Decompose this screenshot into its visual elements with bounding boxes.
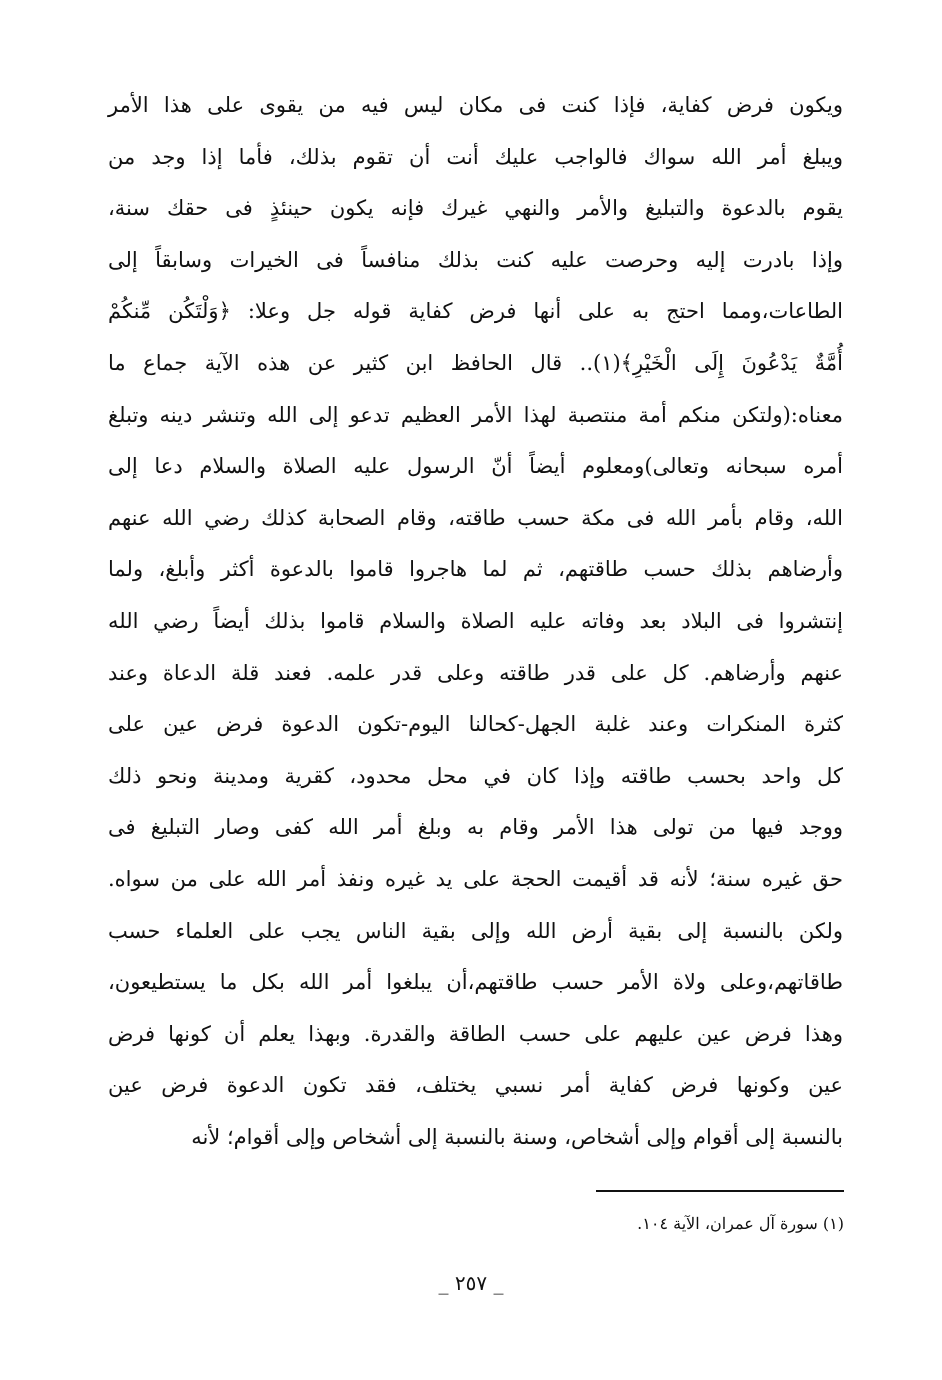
- body-line: أُمَّةٌ يَدْعُونَ إِلَى الْخَيْرِ﴾(١).. قال الحافظ ابن كثير عن هذه الآية جماع ما: [108, 350, 843, 375]
- body-line: وإذا بادرت إليه وحرصت عليه كنت بذلك منافساً فى الخيرات وسابقاً إلى: [108, 247, 843, 272]
- body-line: عنهم وأرضاهم. كل على قدر طاقته وعلى قدر علمه. فعند قلة الدعاة وعند: [108, 660, 843, 685]
- body-line: الطاعات،ومما احتج به على أنها فرض كفاية قوله جل وعلا: ﴿وَلْتَكُن مِّنكُمْ: [108, 299, 843, 324]
- body-line: معناه:(ولتكن منكم أمة منتصبة لهذا الأمر العظيم تدعو إلى الله وتنشر دينه وتبلغ: [108, 402, 843, 427]
- body-line: كل واحد بحسب طاقته وإذا كان في محل محدود، كقرية ومدينة ونحو ذلك: [108, 763, 843, 788]
- footnote: (١) سورة آل عمران، الآية ١٠٤.: [637, 1214, 844, 1233]
- body-line: الله، وقام بأمر الله فى مكة حسب طاقته، وقام الصحابة كذلك رضي الله عنهم: [108, 505, 843, 530]
- body-line: أمره سبحانه وتعالى)ومعلوم أيضاً أنّ الرسول عليه الصلاة والسلام دعا إلى: [108, 454, 843, 479]
- body-line: إنتشروا فى البلاد بعد وفاته عليه الصلاة والسلام قاموا بذلك أيضاً رضي الله: [108, 608, 843, 633]
- body-line: كثرة المنكرات وعند غلبة الجهل-كحالنا اليوم-تكون الدعوة فرض عين على: [108, 712, 843, 737]
- body-line: عين وكونها فرض كفاية أمر نسبي يختلف، فقد تكون الدعوة فرض عين: [108, 1073, 843, 1098]
- body-line: يقوم بالدعوة والتبليغ والأمر والنهي غيرك فإنه يكون حينئذٍ فى حقك سنة،: [108, 196, 843, 221]
- body-line: طاقاتهم،وعلى ولاة الأمر حسب طاقتهم،أن يبلغوا أمر الله بكل ما يستطيعون،: [108, 970, 843, 995]
- body-line: ووجد فيها من تولى هذا الأمر وقام به وبلغ أمر الله كفى وصار التبليغ فى: [108, 815, 843, 840]
- body-line: بالنسبة إلى أقوام وإلى أشخاص، وسنة بالنسبة إلى أشخاص وإلى أقوام؛ لأنه: [191, 1124, 843, 1149]
- page-number: _ ٢٥٧ _: [438, 1271, 504, 1295]
- body-line: ويكون فرض كفاية، فإذا كنت فى مكان ليس فيه من يقوى على هذا الأمر: [108, 93, 843, 117]
- body-line: وهذا فرض عين عليهم على حسب الطاقة والقدرة. وبهذا يعلم أن كونها فرض: [108, 1021, 843, 1046]
- page-body: [108, 80, 843, 1163]
- body-line: حق غيره سنة؛ لأنه قد أقيمت الحجة على يد غيره ونفذ أمر الله على من سواه.: [108, 866, 843, 891]
- body-line: وأرضاهم بذلك حسب طاقتهم، ثم لما هاجروا قاموا بالدعوة أكثر وأبلغ، ولما: [108, 557, 843, 582]
- footnote-divider: [596, 1190, 844, 1192]
- body-line: ولكن بالنسبة إلى بقية أرض الله وإلى بقية الناس يجب على العلماء حسب: [108, 918, 843, 943]
- body-line: ويبلغ أمر الله سواك فالواجب عليك أنت أن تقوم بذلك، فأما إذا وجد من: [108, 144, 843, 169]
